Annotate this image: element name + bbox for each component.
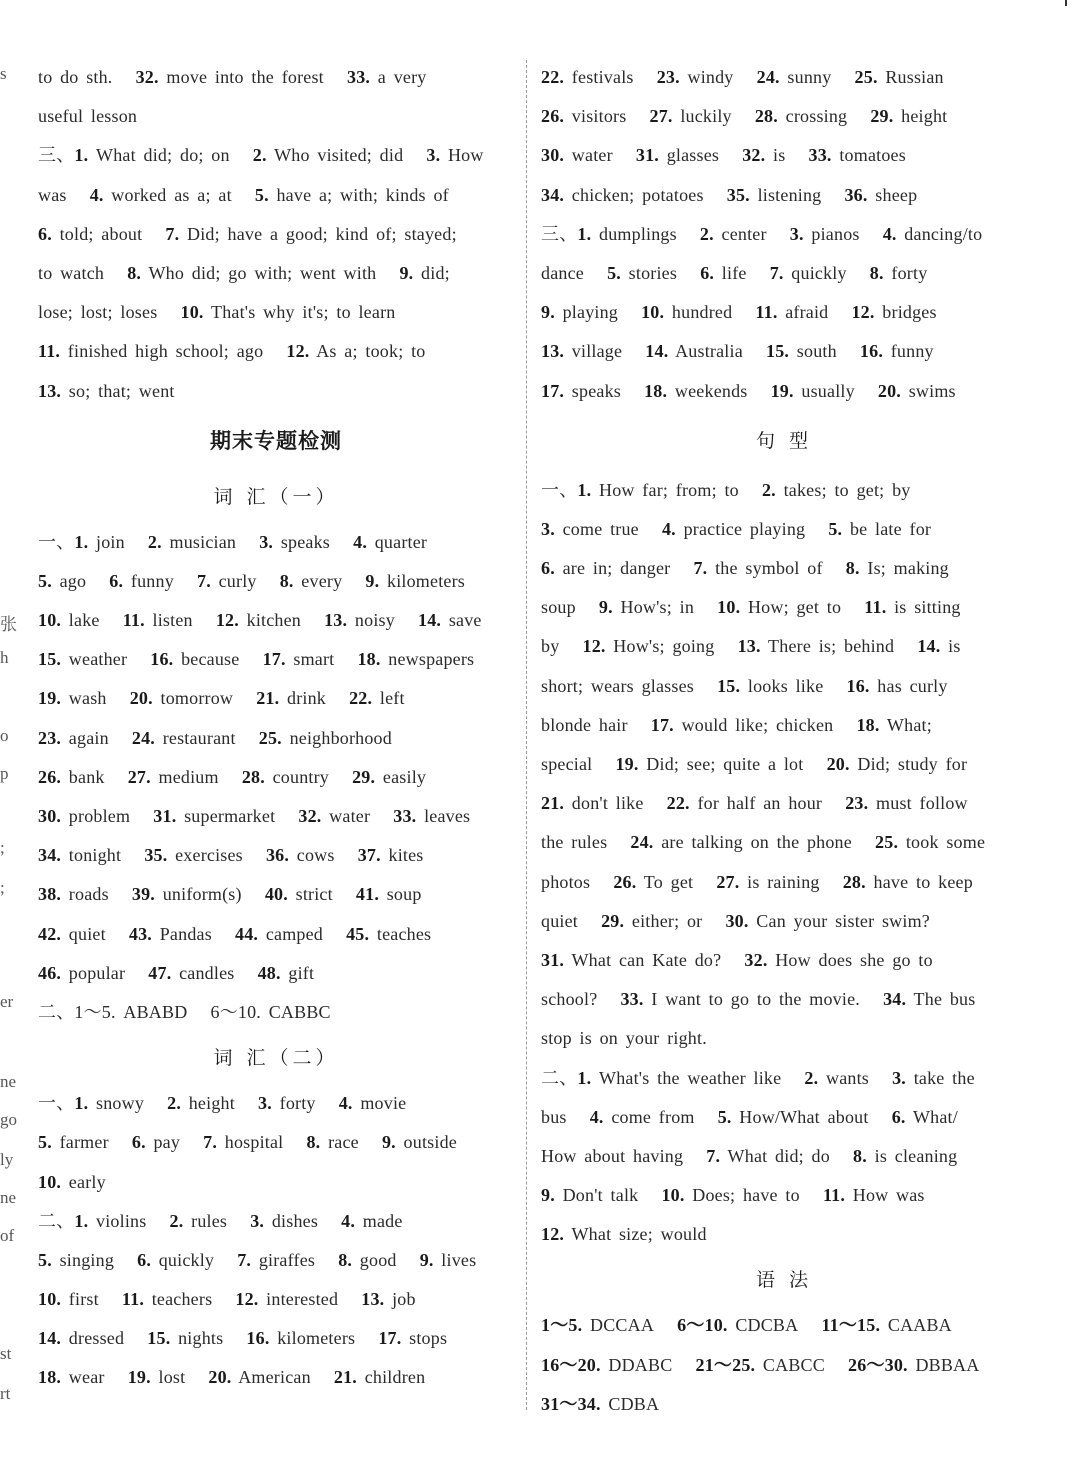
answer-line: the rules 24. are talking on the phone 25. took some — [541, 832, 986, 853]
answer-line: 10. lake 11. listen 12. kitchen 13. noisy 14. save — [38, 610, 482, 631]
answer-line: 5. farmer 6. pay 7. hospital 8. race 9. outside — [38, 1132, 457, 1153]
answer-line: How about having 7. What did; do 8. is cleaning — [541, 1145, 958, 1166]
answer-line: short; wears glasses 15. looks like 16. has curly — [541, 675, 948, 696]
answer-line: dance 5. stories 6. life 7. quickly 8. forty — [541, 262, 928, 283]
edge-fragment: s — [0, 64, 7, 83]
left-edge-fragments — [0, 0, 17, 1476]
grammar-answers — [541, 1306, 1027, 1424]
left-top-answers — [38, 58, 514, 411]
edge-fragment: of — [0, 1226, 15, 1245]
answer-line: 17. speaks 18. weekends 19. usually 20. swims — [541, 380, 956, 401]
answer-line: bus 4. come from 5. How/What about 6. What/ — [541, 1106, 958, 1127]
answer-line: 14. dressed 15. nights 16. kilometers 17. stops — [38, 1328, 448, 1349]
section-title: 期末专题检测 — [210, 428, 342, 453]
edge-fragment: st — [0, 1344, 12, 1363]
corner-mark — [1065, 0, 1067, 6]
answer-line: 二、1. What's the weather like 2. wants 3. take the — [541, 1067, 975, 1088]
answer-line: soup 9. How's; in 10. How; get to 11. is sitting — [541, 597, 961, 618]
answer-line: 42. quiet 43. Pandas 44. camped 45. teaches — [38, 923, 432, 944]
edge-fragment: ; — [0, 838, 5, 857]
answer-line: 13. so; that; went — [38, 380, 175, 401]
edge-fragment: ly — [0, 1150, 14, 1169]
answer-line: 34. tonight 35. exercises 36. cows 37. kites — [38, 845, 424, 866]
answer-line: 二、1. violins 2. rules 3. dishes 4. made — [38, 1210, 403, 1231]
answer-line: 18. wear 19. lost 20. American 21. children — [38, 1367, 426, 1388]
answer-line: 15. weather 16. because 17. smart 18. newspapers — [38, 649, 475, 670]
answer-line: blonde hair 17. would like; chicken 18. What; — [541, 714, 932, 735]
answer-line: 9. Don't talk 10. Does; have to 11. How was — [541, 1185, 925, 1206]
edge-fragment: ne — [0, 1072, 17, 1091]
column-divider — [526, 60, 527, 1410]
answer-line: by 12. How's; going 13. There is; behind 14. is — [541, 636, 961, 657]
vocab1-title: 词 汇（一） — [213, 485, 339, 508]
answer-line: 10. early — [38, 1171, 106, 1192]
answer-line: 34. chicken; potatoes 35. listening 36. sheep — [541, 184, 918, 205]
answer-line: 二、1～5. ABABD 6～10. CABBC — [38, 1001, 331, 1022]
answer-line: 一、1. snowy 2. height 3. forty 4. movie — [38, 1093, 407, 1114]
answer-line: lose; lost; loses 10. That's why it's; to learn — [38, 302, 396, 323]
edge-fragment: ne — [0, 1188, 17, 1207]
answer-line: stop is on your right. — [541, 1028, 707, 1049]
right-top-answers — [541, 58, 1027, 411]
answer-line: 22. festivals 23. windy 24. sunny 25. Russian — [541, 67, 944, 87]
answer-line: 5. ago 6. funny 7. curly 8. every 9. kilometers — [38, 570, 465, 591]
answer-line: 31～34. CDBA — [541, 1393, 660, 1414]
right-column — [541, 58, 1027, 1424]
answer-line: 3. come true 4. practice playing 5. be late for — [541, 518, 932, 539]
edge-fragment: p — [0, 764, 9, 783]
sentence-answers — [541, 471, 1027, 1255]
edge-fragment: ; — [0, 878, 5, 897]
answer-line: 三、1. What did; do; on 2. Who visited; did 3. How — [38, 145, 484, 166]
answer-line: 38. roads 39. uniform(s) 40. strict 41. soup — [38, 884, 422, 905]
answer-line: 6. told; about 7. Did; have a good; kind of; stayed; — [38, 223, 457, 244]
edge-fragment: go — [0, 1110, 17, 1129]
answer-line: photos 26. To get 27. is raining 28. have to keep — [541, 871, 973, 892]
answer-line: 一、1. join 2. musician 3. speaks 4. quarter — [38, 531, 428, 552]
answer-line: 5. singing 6. quickly 7. giraffes 8. good 9. lives — [38, 1249, 477, 1270]
answer-line: 10. first 11. teachers 12. interested 13. job — [38, 1289, 416, 1310]
answer-line: 26. bank 27. medium 28. country 29. easily — [38, 766, 427, 787]
answer-line: 三、1. dumplings 2. center 3. pianos 4. dancing/to — [541, 223, 983, 244]
answer-line: 一、1. How far; from; to 2. takes; to get; by — [541, 479, 911, 500]
left-column — [38, 58, 514, 1398]
answer-line: 30. problem 31. supermarket 32. water 33. leaves — [38, 806, 471, 826]
answer-line: 21. don't like 22. for half an hour 23. must follow — [541, 793, 968, 814]
answer-line: 11. finished high school; ago 12. As a; took; to — [38, 341, 426, 362]
answer-line: 9. playing 10. hundred 11. afraid 12. bridges — [541, 302, 937, 323]
sentence-title: 句 型 — [755, 429, 813, 452]
answer-line: 23. again 24. restaurant 25. neighborhood — [38, 727, 392, 748]
edge-fragment: rt — [0, 1384, 11, 1403]
answer-line: 19. wash 20. tomorrow 21. drink 22. left — [38, 688, 405, 709]
answer-line: special 19. Did; see; quite a lot 20. Did; study for — [541, 754, 968, 774]
edge-fragment: o — [0, 726, 9, 745]
answer-line: 30. water 31. glasses 32. is 33. tomatoes — [541, 145, 906, 166]
answer-line: 12. What size; would — [541, 1224, 707, 1245]
answer-line: 13. village 14. Australia 15. south 16. funny — [541, 341, 934, 362]
grammar-title: 语 法 — [755, 1269, 813, 1292]
vocab1-answers — [38, 523, 514, 1032]
answer-line: 46. popular 47. candles 48. gift — [38, 962, 315, 983]
answer-line: was 4. worked as a; at 5. have a; with; kinds of — [38, 184, 449, 205]
answer-line: 26. visitors 27. luckily 28. crossing 29. height — [541, 106, 948, 127]
edge-fragment: 张 — [0, 615, 17, 634]
answer-line: 6. are in; danger 7. the symbol of 8. Is; making — [541, 558, 949, 579]
answer-line: 1～5. DCCAA 6～10. CDCBA 11～15. CAABA — [541, 1315, 952, 1336]
answer-line: quiet 29. either; or 30. Can your sister swim? — [541, 910, 930, 931]
answer-line: to watch 8. Who did; go with; went with 9. did; — [38, 262, 450, 283]
vocab2-title: 词 汇（二） — [213, 1047, 339, 1070]
answer-line: 31. What can Kate do? 32. How does she go to — [541, 949, 933, 970]
answer-line: 16～20. DDABC 21～25. CABCC 26～30. DBBAA — [541, 1354, 980, 1375]
edge-fragment: h — [0, 648, 9, 667]
answer-line: useful lesson — [38, 106, 138, 127]
answer-line: school? 33. I want to go to the movie. 34. The bus — [541, 989, 976, 1010]
vocab2-answers — [38, 1084, 514, 1398]
edge-fragment: er — [0, 992, 14, 1011]
answer-line: to do sth. 32. move into the forest 33. a very — [38, 67, 427, 87]
